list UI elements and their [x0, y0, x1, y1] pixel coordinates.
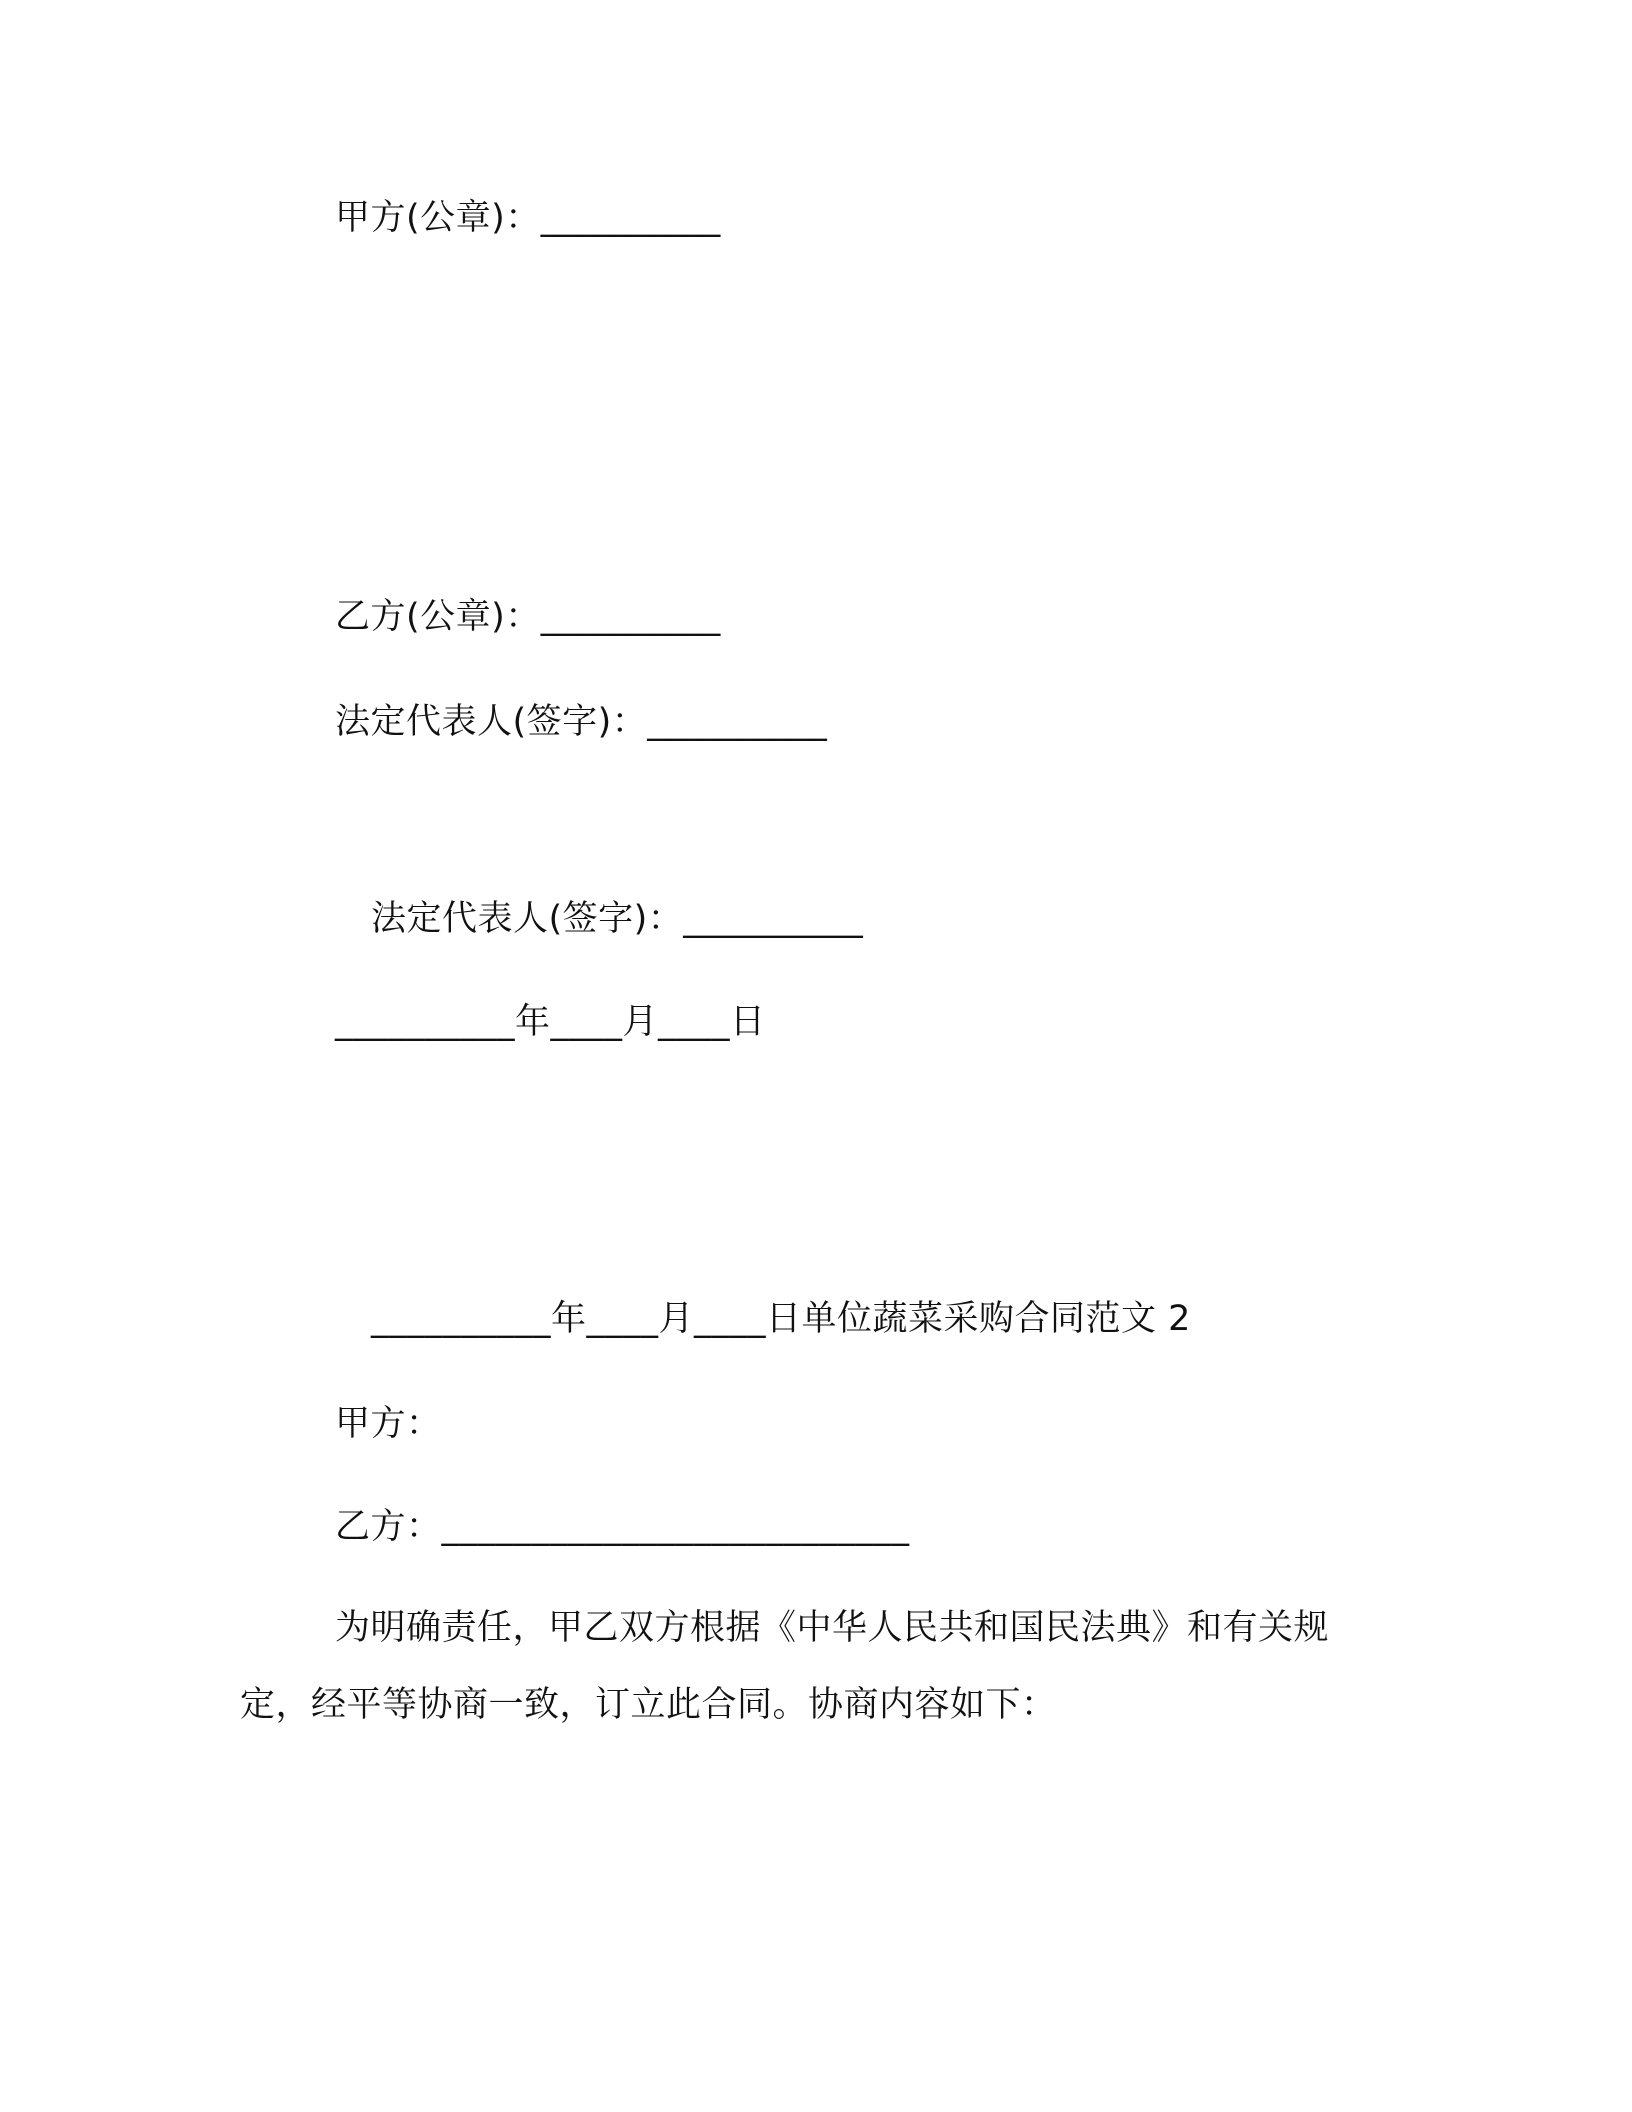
legal-representative-line-2: 法定代表人(签字)：__________ [371, 899, 864, 939]
date-line: __________年____月____日 [335, 1002, 766, 1042]
party-a-line: 甲方： [335, 1404, 442, 1444]
date-title-line: __________年____月____日单位蔬菜采购合同范文 2 [371, 1299, 1191, 1339]
legal-representative-line-1: 法定代表人(签字)：__________ [335, 702, 828, 742]
intro-paragraph-line-2: 定，经平等协商一致，订立此合同。协商内容如下： [240, 1685, 1057, 1725]
intro-paragraph-line-1: 为明确责任，甲乙双方根据《中华人民共和国民法典》和有关规 [335, 1608, 1330, 1648]
party-b-seal-line: 乙方(公章)：__________ [335, 597, 721, 637]
party-b-line: 乙方：__________________________ [335, 1507, 910, 1547]
party-a-seal-line: 甲方(公章)：__________ [335, 198, 721, 238]
